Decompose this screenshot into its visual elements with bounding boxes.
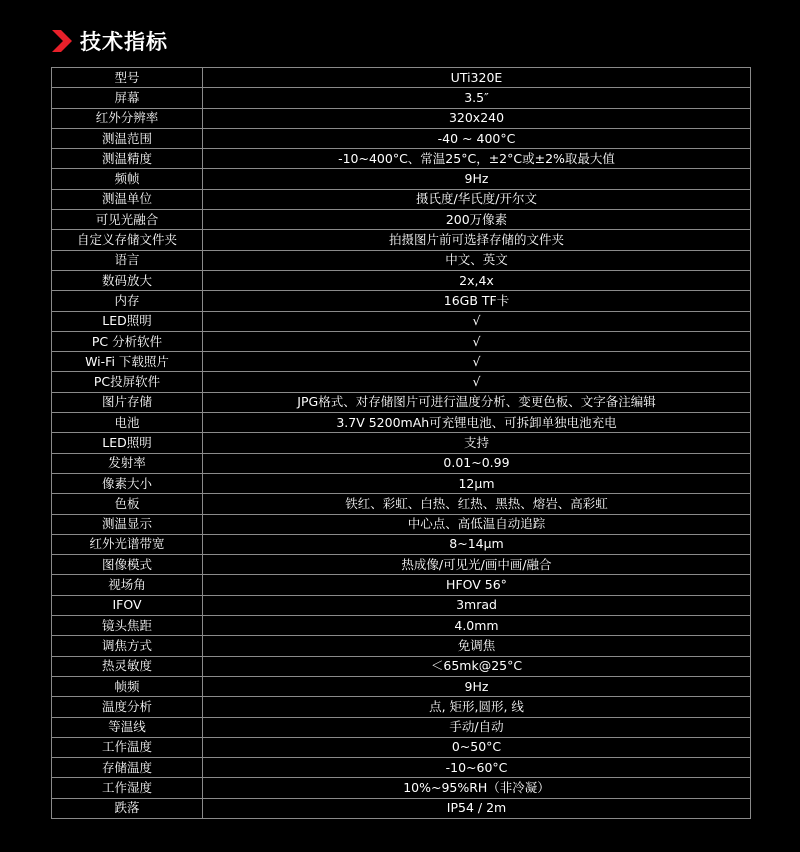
spec-label: 测温显示 bbox=[52, 514, 203, 534]
spec-value: √ bbox=[203, 311, 751, 331]
table-row bbox=[52, 189, 751, 209]
spec-label: 屏幕 bbox=[52, 88, 203, 108]
table-row bbox=[52, 534, 751, 554]
spec-label: 语言 bbox=[52, 250, 203, 270]
table-row bbox=[52, 392, 751, 412]
spec-label: 型号 bbox=[52, 68, 203, 88]
spec-value: 0~50°C bbox=[203, 737, 751, 757]
spec-label: 测温单位 bbox=[52, 189, 203, 209]
spec-value: 中文、英文 bbox=[203, 250, 751, 270]
table-row bbox=[52, 697, 751, 717]
section-title: 技术指标 bbox=[80, 30, 168, 54]
table-row bbox=[52, 88, 751, 108]
spec-value: 9Hz bbox=[203, 169, 751, 189]
spec-value: 摄氏度/华氏度/开尔文 bbox=[203, 189, 751, 209]
table-row bbox=[52, 311, 751, 331]
table-row bbox=[52, 595, 751, 615]
spec-value: √ bbox=[203, 352, 751, 372]
table-row bbox=[52, 433, 751, 453]
table-row bbox=[52, 270, 751, 290]
spec-value: 3.5″ bbox=[203, 88, 751, 108]
spec-label: 电池 bbox=[52, 413, 203, 433]
spec-value: 点, 矩形,圆形, 线 bbox=[203, 697, 751, 717]
spec-label: 像素大小 bbox=[52, 473, 203, 493]
spec-label: 发射率 bbox=[52, 453, 203, 473]
spec-label: IFOV bbox=[52, 595, 203, 615]
table-row bbox=[52, 575, 751, 595]
spec-value: 免调焦 bbox=[203, 636, 751, 656]
table-row bbox=[52, 494, 751, 514]
table-row bbox=[52, 758, 751, 778]
spec-value: 8~14μm bbox=[203, 534, 751, 554]
spec-value: 铁红、彩虹、白热、红热、黑热、熔岩、高彩虹 bbox=[203, 494, 751, 514]
spec-label: 等温线 bbox=[52, 717, 203, 737]
spec-label: 帧频 bbox=[52, 676, 203, 696]
table-row bbox=[52, 352, 751, 372]
spec-value: 200万像素 bbox=[203, 210, 751, 230]
table-row bbox=[52, 250, 751, 270]
spec-value: 手动/自动 bbox=[203, 717, 751, 737]
table-row bbox=[52, 636, 751, 656]
table-row bbox=[52, 616, 751, 636]
spec-value: ＜65mk@25°C bbox=[203, 656, 751, 676]
spec-value: 10%~95%RH（非冷凝） bbox=[203, 778, 751, 798]
spec-value: UTi320E bbox=[203, 68, 751, 88]
table-row bbox=[52, 798, 751, 818]
spec-value: -10~400°C、常温25°C，±2°C或±2%取最大值 bbox=[203, 149, 751, 169]
spec-label: 跌落 bbox=[52, 798, 203, 818]
spec-label: 图片存储 bbox=[52, 392, 203, 412]
spec-value: 中心点、高低温自动追踪 bbox=[203, 514, 751, 534]
spec-value: 2x,4x bbox=[203, 270, 751, 290]
spec-value: 3.7V 5200mAh可充锂电池、可拆卸单独电池充电 bbox=[203, 413, 751, 433]
spec-label: 热灵敏度 bbox=[52, 656, 203, 676]
spec-value: 拍摄图片前可选择存储的文件夹 bbox=[203, 230, 751, 250]
spec-value: √ bbox=[203, 372, 751, 392]
spec-label: LED照明 bbox=[52, 311, 203, 331]
spec-label: 视场角 bbox=[52, 575, 203, 595]
spec-label: 存储温度 bbox=[52, 758, 203, 778]
table-row bbox=[52, 169, 751, 189]
spec-value: 320x240 bbox=[203, 108, 751, 128]
spec-label: 红外分辨率 bbox=[52, 108, 203, 128]
table-row bbox=[52, 230, 751, 250]
table-row bbox=[52, 514, 751, 534]
spec-value: 热成像/可见光/画中画/融合 bbox=[203, 555, 751, 575]
spec-label: PC 分析软件 bbox=[52, 331, 203, 351]
spec-label: Wi-Fi 下载照片 bbox=[52, 352, 203, 372]
spec-label: 镜头焦距 bbox=[52, 616, 203, 636]
spec-label: 调焦方式 bbox=[52, 636, 203, 656]
table-row bbox=[52, 210, 751, 230]
spec-label: 频帧 bbox=[52, 169, 203, 189]
spec-value: 12μm bbox=[203, 473, 751, 493]
table-row bbox=[52, 331, 751, 351]
spec-label: 测温范围 bbox=[52, 128, 203, 148]
table-row bbox=[52, 291, 751, 311]
spec-value: -10~60°C bbox=[203, 758, 751, 778]
spec-table bbox=[51, 67, 751, 819]
table-row bbox=[52, 149, 751, 169]
spec-label: 色板 bbox=[52, 494, 203, 514]
table-row bbox=[52, 656, 751, 676]
spec-label: 红外光谱带宽 bbox=[52, 534, 203, 554]
spec-label: 温度分析 bbox=[52, 697, 203, 717]
spec-value: 9Hz bbox=[203, 676, 751, 696]
spec-label: LED照明 bbox=[52, 433, 203, 453]
spec-label: PC投屏软件 bbox=[52, 372, 203, 392]
spec-label: 图像模式 bbox=[52, 555, 203, 575]
spec-value: JPG格式、对存储图片可进行温度分析、变更色板、文字备注编辑 bbox=[203, 392, 751, 412]
table-row bbox=[52, 676, 751, 696]
spec-label: 工作湿度 bbox=[52, 778, 203, 798]
table-row bbox=[52, 555, 751, 575]
spec-value: HFOV 56° bbox=[203, 575, 751, 595]
spec-value: IP54 / 2m bbox=[203, 798, 751, 818]
spec-value: 0.01~0.99 bbox=[203, 453, 751, 473]
table-row bbox=[52, 453, 751, 473]
section-header bbox=[50, 25, 168, 57]
spec-label: 可见光融合 bbox=[52, 210, 203, 230]
spec-label: 测温精度 bbox=[52, 149, 203, 169]
spec-value: 4.0mm bbox=[203, 616, 751, 636]
spec-label: 自定义存储文件夹 bbox=[52, 230, 203, 250]
table-row bbox=[52, 108, 751, 128]
table-row bbox=[52, 68, 751, 88]
spec-value: -40 ~ 400°C bbox=[203, 128, 751, 148]
spec-label: 数码放大 bbox=[52, 270, 203, 290]
table-row bbox=[52, 778, 751, 798]
table-row bbox=[52, 413, 751, 433]
red-chevron-right-icon bbox=[50, 28, 74, 54]
spec-label: 工作温度 bbox=[52, 737, 203, 757]
spec-label: 内存 bbox=[52, 291, 203, 311]
table-row bbox=[52, 473, 751, 493]
spec-value: 支持 bbox=[203, 433, 751, 453]
spec-value: 3mrad bbox=[203, 595, 751, 615]
table-row bbox=[52, 717, 751, 737]
spec-value: √ bbox=[203, 331, 751, 351]
table-row bbox=[52, 737, 751, 757]
spec-value: 16GB TF卡 bbox=[203, 291, 751, 311]
table-row bbox=[52, 128, 751, 148]
table-row bbox=[52, 372, 751, 392]
